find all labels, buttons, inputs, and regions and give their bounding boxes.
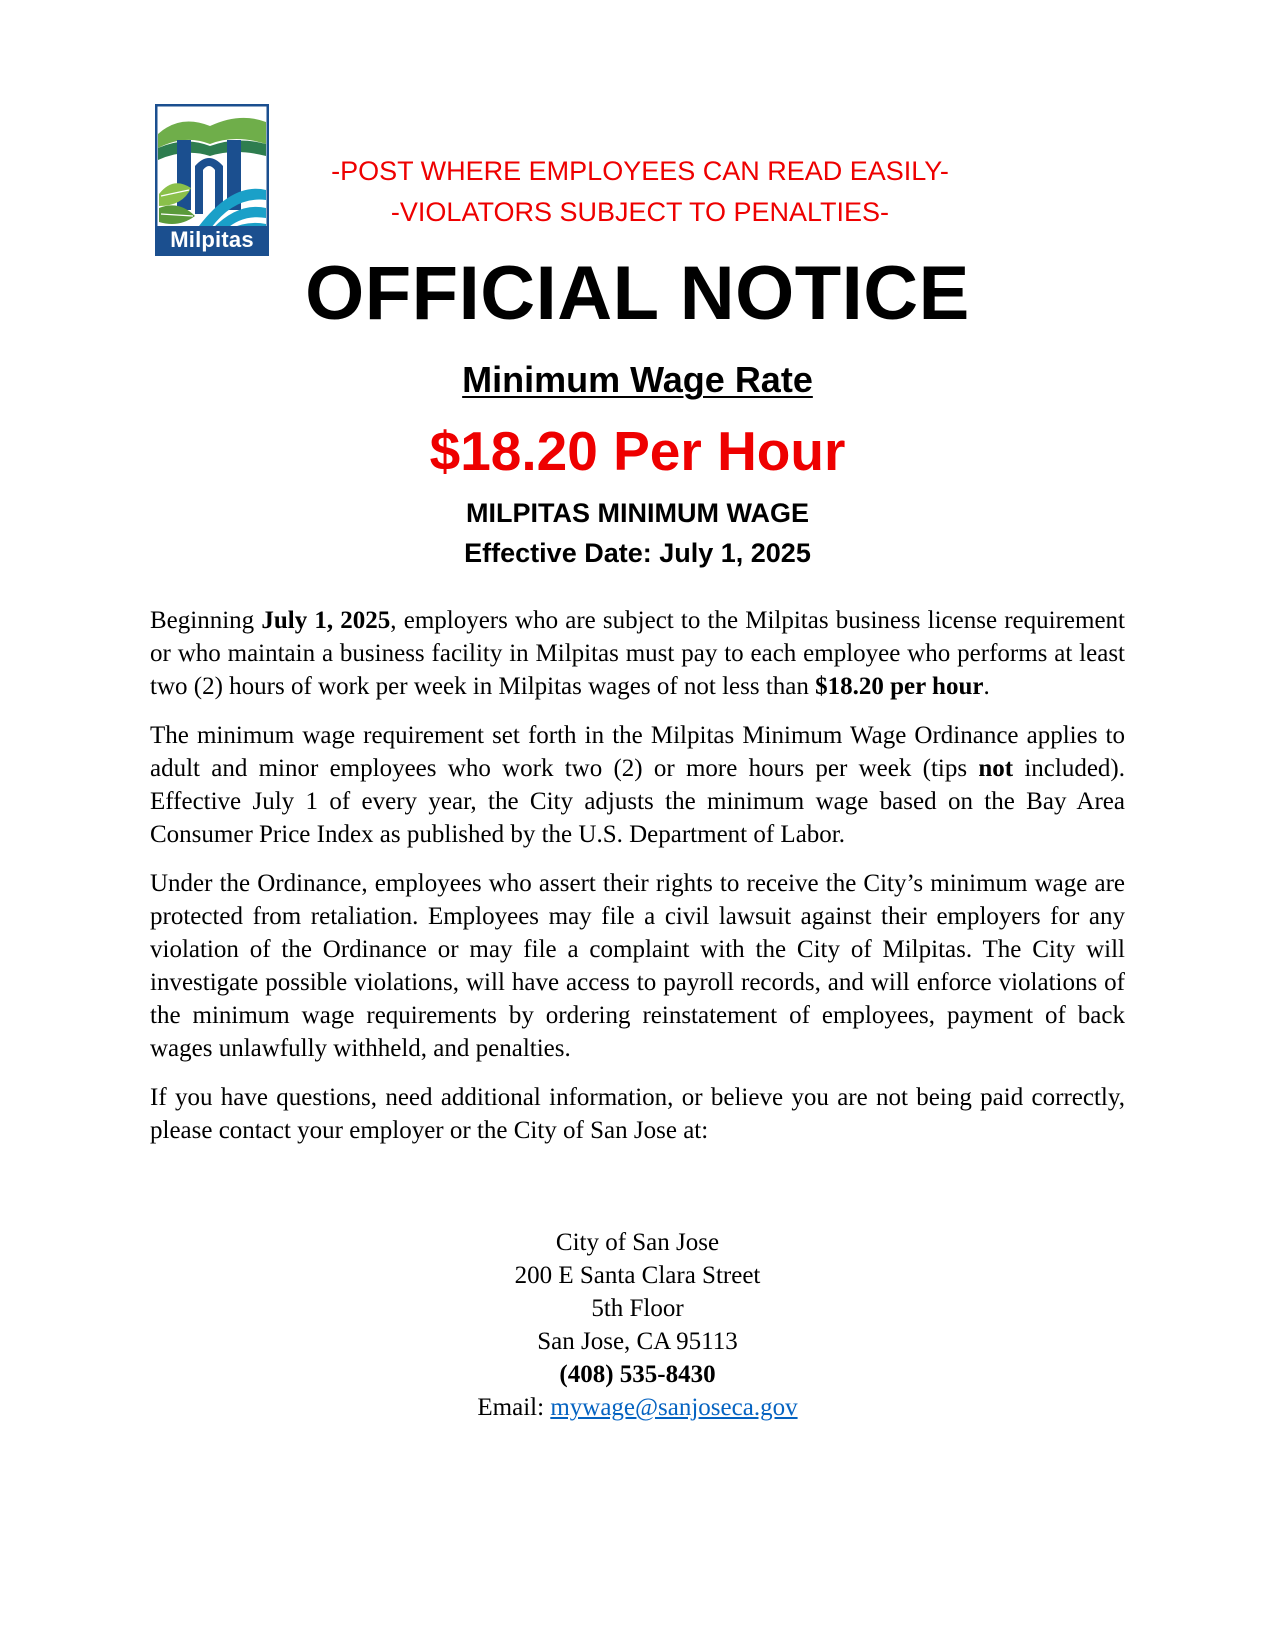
milpitas-logo (155, 104, 269, 256)
contact-floor: 5th Floor (591, 1295, 684, 1322)
post-notice-line-2: -VIOLATORS SUBJECT TO PENALTIES- (390, 197, 890, 227)
page-title: OFFICIAL NOTICE (305, 251, 970, 336)
p2-suffix: included). Effective July 1 of every year, the City adjusts the minimum wage based on the Bay Area Consumer Price Index as published by the U.S. Department of Labor. (150, 755, 1125, 848)
ordinance-label: MILPITAS MINIMUM WAGE (466, 498, 809, 528)
email-link[interactable]: mywage@sanjoseca.gov (550, 1394, 798, 1421)
p1-middle: , employers who are subject to the Milpitas business license requirement or who maintain a business facility in Milpitas must pay to each employee who performs at least two (2) hours of work per week in Milpitas wages of not less than (150, 607, 1126, 700)
p1-suffix: . (983, 673, 990, 700)
email-label: Email: (477, 1394, 551, 1421)
paragraph-beginning (150, 604, 1125, 703)
p1-prefix: Beginning (150, 607, 262, 634)
paragraph-questions: If you have questions, need additional information, or believe you are not being paid correctly, please contact your employer or the City of San Jose at: (150, 1084, 1125, 1144)
contact-city: San Jose, CA 95113 (537, 1328, 738, 1355)
paragraph-requirement (150, 719, 1125, 851)
p2-prefix: The minimum wage requirement set forth in the Milpitas Minimum Wage Ordinance applies to adult and minor employees who work two (2) or more hours per week (tips (150, 722, 1125, 782)
subtitle-wrapper (0, 358, 1275, 402)
body-text (150, 604, 1125, 1163)
post-notice-line-1: -POST WHERE EMPLOYEES CAN READ EASILY- (331, 156, 949, 186)
p2-not: not (978, 755, 1014, 782)
contact-block (0, 1226, 1275, 1424)
subtitle: Minimum Wage Rate (462, 359, 813, 400)
contact-org: City of San Jose (555, 1229, 720, 1256)
effective-date-label: Effective Date: July 1, 2025 (464, 538, 811, 568)
contact-email-line (0, 1391, 1275, 1424)
contact-street: 200 E Santa Clara Street (514, 1262, 761, 1289)
paragraph-ordinance: Under the Ordinance, employees who assert their rights to receive the City’s minimum wage are protected from retaliation. Employees may file a civil lawsuit against their employers for any violation of the Ordinance or may file a complaint with the City of Milpitas. The City will investigate possible violations, will have access to payroll records, and will enforce violations of the minimum wage requirements by ordering reinstatement of employees, payment of back wages unlawfully withheld, and penalties. (150, 870, 1125, 1062)
wage-rate: $18.20 Per Hour (429, 420, 846, 482)
p1-rate: $18.20 per hour (815, 673, 984, 700)
logo-text: Milpitas (170, 227, 254, 252)
p1-date: July 1, 2025 (261, 607, 391, 634)
contact-phone: (408) 535-8430 (559, 1361, 716, 1388)
